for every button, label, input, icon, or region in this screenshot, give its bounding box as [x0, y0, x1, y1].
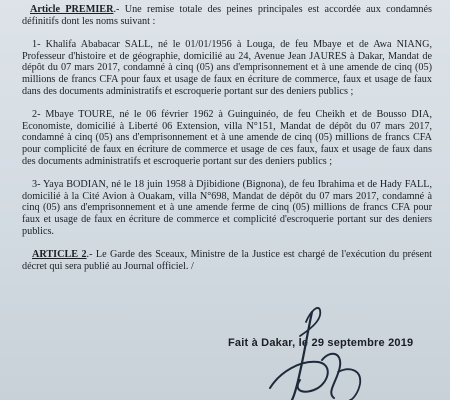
- list-item: 3- Yaya BODIAN, né le 18 juin 1958 à Djibidione (Bignona), de feu Ibrahima et de Hady FALL, domicilié à la Cité Avion à Ouakam, villa N°698, Mandat de dépôt du 07 mars 2017, condamné à cinq (05) ans d'emprisonnement et à une amende ferme de cinq (05) millions de francs CFA pour faux et usage de faux en écriture de commerce et complicité d'escroquerie portant sur des deniers publics.: [22, 179, 432, 237]
- article-premier-text: .- Une remise totale des peines principales est accordée aux condamnés définitifs dont les noms suivant :: [22, 4, 432, 27]
- list-item: 2- Mbaye TOURE, né le 06 février 1962 à Guinguinéo, de feu Cheikh et de Bousso DIA, Economiste, domicilié à Liberté 06 Extension, villa N°151, Mandat de dépôt du 07 mars 2017, condamné à cinq (05) ans d'emprisonnement et à une amende de cinq (05) millions de francs CFA pour complicité de faux en écriture de commerce et usage de ces faux, faux et usage de faux dans des documents administratifs et escroquerie portant sur des deniers publics ;: [22, 109, 432, 167]
- article-premier-paragraph: [22, 4, 432, 27]
- place-and-date: Fait à Dakar, le 29 septembre 2019: [228, 337, 414, 349]
- article-2-text: .- Le Garde des Sceaux, Ministre de la Justice est chargé de l'exécution du présent décret qui sera publié au Journal officiel. /: [22, 249, 432, 272]
- article-2-paragraph: [22, 249, 432, 272]
- decree-body: [22, 4, 432, 272]
- article-2-heading: ARTICLE 2: [32, 249, 87, 261]
- article-premier-heading: Article PREMIER: [30, 4, 114, 15]
- list-item: 1- Khalifa Ababacar SALL, né le 01/01/1956 à Louga, de feu Mbaye et de Awa NIANG, Professeur d'histoire et de géographie, domicilié au 24, Avenue Jean JAURES à Dakar, Mandat de dépôt du 07 mars 2017, condamné à cinq (05) ans d'emprisonnement et à une amende de cinq (05) millions de francs CFA pour faux et usage de faux en écriture de commerce, faux et usage de faux dans des documents administratifs et escroquerie portant sur des deniers publics ;: [22, 39, 432, 97]
